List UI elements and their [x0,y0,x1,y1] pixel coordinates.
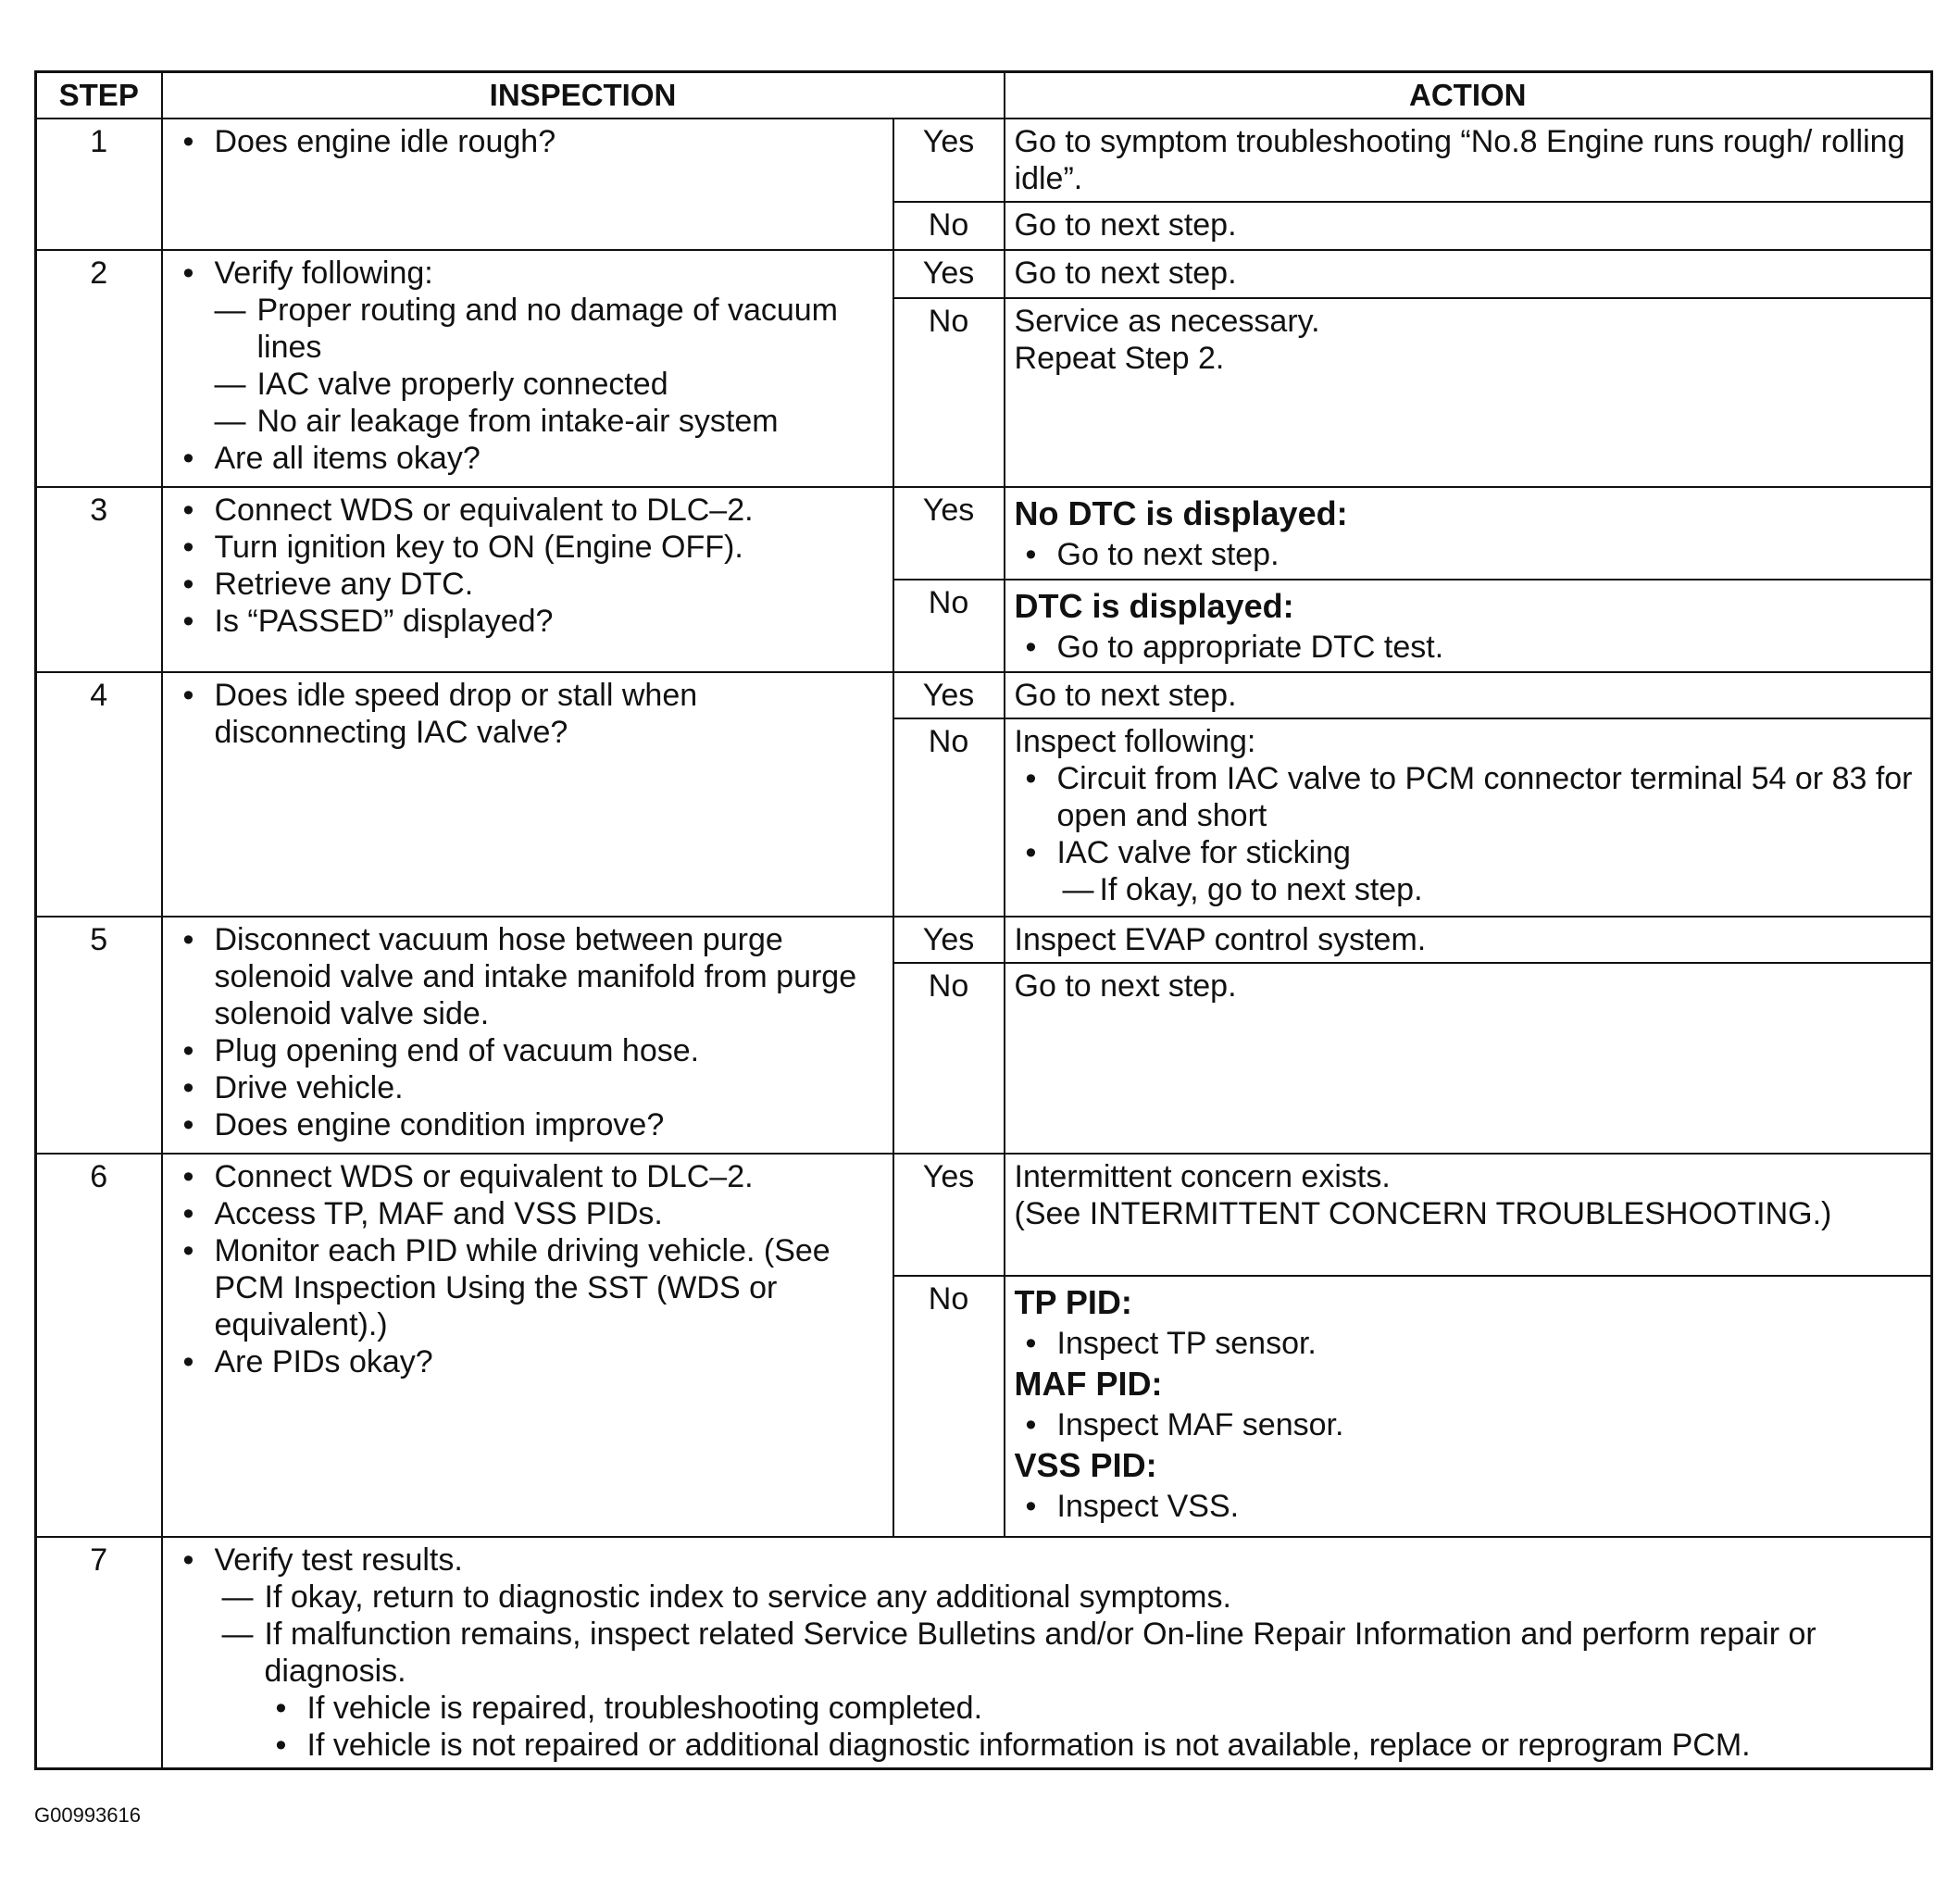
answer-yes: Yes [893,487,1005,580]
step-3-yes-row [36,487,1932,580]
action-item: • Inspect TP sensor. [1015,1325,1922,1362]
action-no [1005,1276,1932,1537]
inspection-cell [162,1537,1932,1769]
inspection-subitem: — No air leakage from intake-air system [172,403,883,440]
action-item: • Go to appropriate DTC test. [1015,629,1922,666]
inspection-item: • Are all items okay? [172,440,883,477]
header-row [36,72,1932,119]
inspection-item: • Disconnect vacuum hose between purge solenoid valve and intake manifold from purge solenoid valve side. [172,921,883,1032]
inspection-item: • Verify following: [172,255,883,292]
action-line: Intermittent concern exists. [1014,1159,1391,1194]
step-7-row [36,1537,1932,1769]
inspection-item: • Access TP, MAF and VSS PIDs. [172,1195,883,1232]
action-subitem: — If okay, go to next step. [1015,871,1922,908]
inspection-item: • Monitor each PID while driving vehicle. (See PCM Inspection Using the SST (WDS or equivalent).) [172,1232,883,1343]
step-number: 3 [36,487,162,672]
inspection-item: • Verify test results. [172,1542,1922,1579]
action-heading: MAF PID: [1014,1365,1163,1403]
answer-yes: Yes [893,1154,1005,1276]
inspection-subitem: — If malfunction remains, inspect related Service Bulletins and/or On-line Repair Information and perform repair or diagnosis. [172,1616,1922,1690]
action-yes: Go to symptom troubleshooting “No.8 Engine runs rough/ rolling idle”. [1005,119,1932,202]
action-no [1005,718,1932,917]
answer-no: No [893,718,1005,917]
inspection-item: • Does engine condition improve? [172,1106,883,1143]
inspection-subitem: — If okay, return to diagnostic index to service any additional symptoms. [172,1579,1922,1616]
action-no [1005,580,1932,672]
inspection-item: • Turn ignition key to ON (Engine OFF). [172,529,883,566]
header-action: ACTION [1005,72,1932,119]
inspection-subsubitem: • If vehicle is repaired, troubleshooting completed. [172,1690,1922,1727]
action-heading: DTC is displayed: [1014,587,1294,625]
inspection-item: • Retrieve any DTC. [172,566,883,603]
inspection-item: • Does idle speed drop or stall when disconnecting IAC valve? [172,677,883,751]
diagnostic-table [34,70,1933,1770]
action-no: Go to next step. [1005,963,1932,1154]
action-heading: No DTC is displayed: [1014,494,1348,532]
diagnostic-table-sheet [34,70,1930,1770]
answer-yes: Yes [893,119,1005,202]
answer-yes: Yes [893,250,1005,298]
action-line: Service as necessary. [1014,304,1320,339]
inspection-subsubitem: • If vehicle is not repaired or additional diagnostic information is not available, replace or reprogram PCM. [172,1727,1922,1764]
action-yes: Go to next step. [1005,250,1932,298]
action-item: • Inspect VSS. [1015,1488,1922,1525]
step-number: 1 [36,119,162,250]
action-item: • Inspect MAF sensor. [1015,1406,1922,1443]
inspection-item: • Plug opening end of vacuum hose. [172,1032,883,1069]
step-number: 4 [36,672,162,917]
inspection-item: • Is “PASSED” displayed? [172,603,883,640]
action-yes [1005,487,1932,580]
answer-no: No [893,202,1005,250]
step-number: 6 [36,1154,162,1537]
step-number: 7 [36,1537,162,1769]
step-5-yes-row [36,917,1932,963]
inspection-cell [162,487,893,672]
action-intro: Inspect following: [1014,724,1256,759]
action-item: • IAC valve for sticking [1015,834,1922,871]
action-line: Repeat Step 2. [1014,341,1225,376]
inspection-cell [162,119,893,250]
action-yes: Inspect EVAP control system. [1005,917,1932,963]
action-line: (See INTERMITTENT CONCERN TROUBLESHOOTING.) [1014,1196,1832,1231]
action-item: • Go to next step. [1015,536,1922,573]
header-inspection: INSPECTION [162,72,1005,119]
action-yes: Go to next step. [1005,672,1932,718]
action-yes [1005,1154,1932,1276]
header-step: STEP [36,72,162,119]
answer-yes: Yes [893,917,1005,963]
answer-yes: Yes [893,672,1005,718]
step-4-yes-row [36,672,1932,718]
action-no [1005,298,1932,487]
answer-no: No [893,298,1005,487]
figure-code: G00993616 [34,1804,141,1827]
inspection-cell [162,1154,893,1537]
action-no: Go to next step. [1005,202,1932,250]
inspection-item: • Drive vehicle. [172,1069,883,1106]
action-item: • Circuit from IAC valve to PCM connector terminal 54 or 83 for open and short [1015,760,1922,834]
inspection-cell [162,250,893,487]
inspection-item: • Are PIDs okay? [172,1343,883,1380]
inspection-item: • Does engine idle rough? [172,123,883,160]
inspection-item: • Connect WDS or equivalent to DLC–2. [172,1158,883,1195]
answer-no: No [893,963,1005,1154]
action-heading: TP PID: [1014,1283,1132,1321]
step-6-yes-row [36,1154,1932,1276]
answer-no: No [893,580,1005,672]
inspection-subitem: — IAC valve properly connected [172,366,883,403]
inspection-cell [162,917,893,1154]
inspection-item: • Connect WDS or equivalent to DLC–2. [172,492,883,529]
step-1-yes-row [36,119,1932,202]
inspection-cell [162,672,893,917]
action-heading: VSS PID: [1014,1446,1157,1484]
step-2-yes-row [36,250,1932,298]
step-number: 5 [36,917,162,1154]
inspection-subitem: — Proper routing and no damage of vacuum lines [172,292,883,366]
answer-no: No [893,1276,1005,1537]
step-number: 2 [36,250,162,487]
